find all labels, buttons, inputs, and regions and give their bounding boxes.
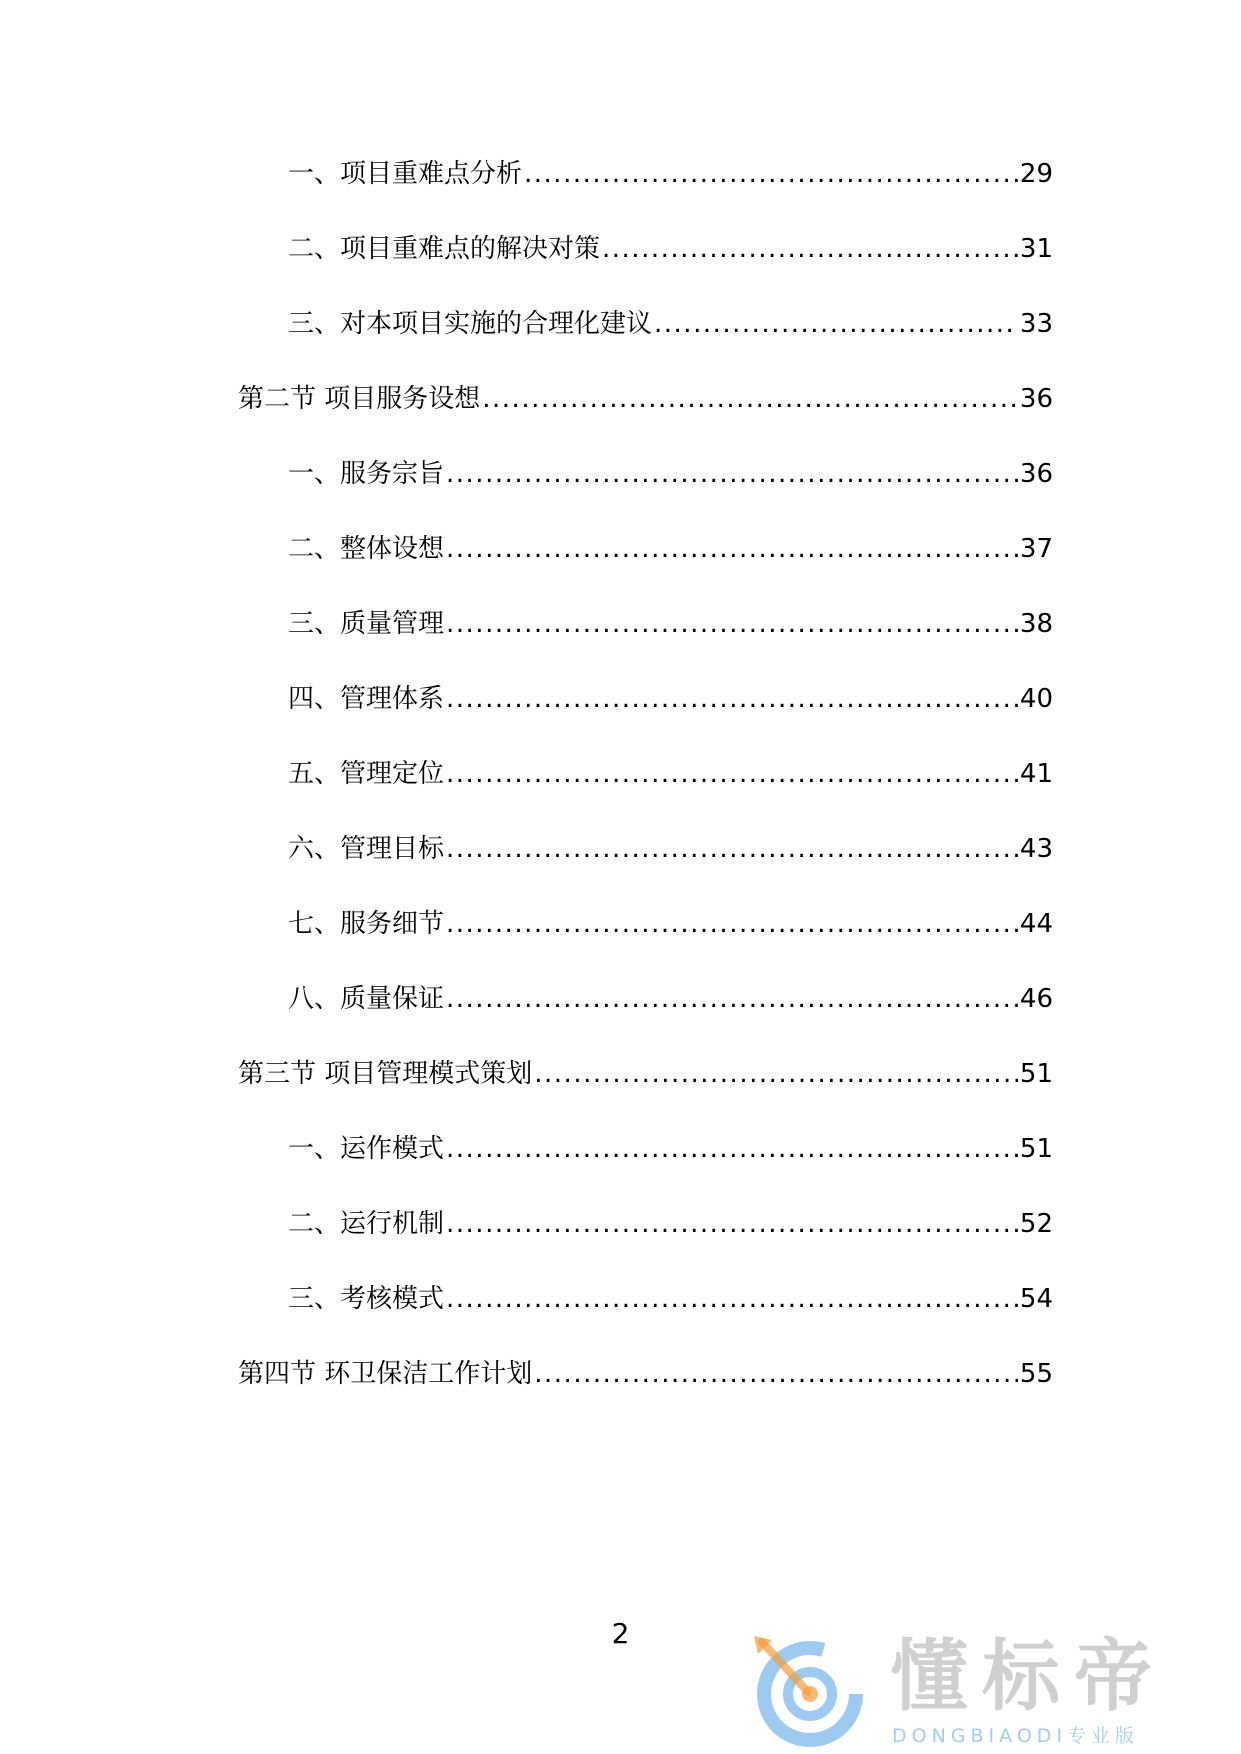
toc-entry[interactable]: [288, 829, 1053, 869]
toc-entry-title: 六、管理目标: [288, 834, 445, 864]
toc-leader-dots: [654, 304, 1018, 344]
toc-leader-dots: [446, 454, 1018, 494]
toc-entry[interactable]: [288, 529, 1053, 569]
toc-entry-title: 八、质量保证: [288, 984, 445, 1014]
toc-entry-page: 55: [1019, 1359, 1053, 1389]
toc-entry-page: 43: [1019, 834, 1053, 864]
toc-entry-title: 三、考核模式: [288, 1284, 445, 1314]
toc-entry[interactable]: [288, 679, 1053, 719]
toc-entry[interactable]: [288, 904, 1053, 944]
watermark-brand: 懂标帝: [890, 1632, 1167, 1722]
toc-entry-title: 二、运行机制: [288, 1209, 445, 1239]
toc-entry[interactable]: [288, 154, 1053, 194]
watermark-subtitle: DONGBIAODI专业版: [892, 1725, 1140, 1747]
toc-leader-dots: [446, 829, 1018, 869]
toc-leader-dots: [602, 229, 1018, 269]
page-number: 2: [611, 1617, 630, 1650]
toc-leader-dots: [446, 1129, 1018, 1169]
toc-entry[interactable]: [288, 1204, 1053, 1244]
toc-entry[interactable]: [288, 229, 1053, 269]
toc-entry[interactable]: [288, 1279, 1053, 1319]
toc-entry-page: 46: [1019, 984, 1053, 1014]
toc-entry-page: 51: [1019, 1059, 1053, 1089]
toc-entry-page: 37: [1019, 534, 1053, 564]
toc-leader-dots: [534, 1054, 1018, 1094]
toc-entry-title: 第四节 环卫保洁工作计划: [238, 1359, 533, 1389]
toc-section-entry[interactable]: [238, 1054, 1053, 1094]
toc-entry-title: 第三节 项目管理模式策划: [238, 1059, 533, 1089]
toc-section-entry[interactable]: [238, 1354, 1053, 1394]
toc-section-entry[interactable]: [238, 379, 1053, 419]
toc-entry-title: 四、管理体系: [288, 684, 445, 714]
toc-leader-dots: [446, 679, 1018, 719]
toc-entry-title: 一、项目重难点分析: [288, 159, 523, 189]
toc-entry[interactable]: [288, 979, 1053, 1019]
toc-entry-title: 一、运作模式: [288, 1134, 445, 1164]
toc-leader-dots: [534, 1354, 1018, 1394]
toc-entry-page: 51: [1019, 1134, 1053, 1164]
toc-entry-title: 五、管理定位: [288, 759, 445, 789]
toc-entry-title: 第二节 项目服务设想: [238, 384, 481, 414]
toc-entry-title: 三、质量管理: [288, 609, 445, 639]
toc-entry-title: 七、服务细节: [288, 909, 445, 939]
toc-entry-page: 36: [1019, 459, 1053, 489]
toc-leader-dots: [482, 379, 1018, 419]
toc-leader-dots: [446, 904, 1018, 944]
toc-entry-page: 52: [1019, 1209, 1053, 1239]
toc-leader-dots: [446, 529, 1018, 569]
toc-entry-page: 44: [1019, 909, 1053, 939]
toc-entry-page: 36: [1019, 384, 1053, 414]
toc-entry-page: 41: [1019, 759, 1053, 789]
toc-entry-page: 33: [1019, 309, 1053, 339]
toc-entry-title: 一、服务宗旨: [288, 459, 445, 489]
toc-leader-dots: [446, 979, 1018, 1019]
toc-entry[interactable]: [288, 604, 1053, 644]
toc-entry-title: 二、项目重难点的解决对策: [288, 234, 601, 264]
toc-entry-title: 三、对本项目实施的合理化建议: [288, 309, 653, 339]
toc-entry[interactable]: [288, 754, 1053, 794]
toc-entry[interactable]: [288, 304, 1053, 344]
toc-entry[interactable]: [288, 1129, 1053, 1169]
toc-entry-title: 二、整体设想: [288, 534, 445, 564]
toc-entry-page: 54: [1019, 1284, 1053, 1314]
toc-leader-dots: [446, 1204, 1018, 1244]
toc-entry-page: 29: [1019, 159, 1053, 189]
toc-entry-page: 38: [1019, 609, 1053, 639]
toc-leader-dots: [524, 154, 1018, 194]
toc-entry-page: 31: [1019, 234, 1053, 264]
target-arrow-icon: [748, 1636, 868, 1748]
toc-entry-page: 40: [1019, 684, 1053, 714]
toc-leader-dots: [446, 754, 1018, 794]
toc-leader-dots: [446, 604, 1018, 644]
toc-entry[interactable]: [288, 454, 1053, 494]
watermark: [740, 1632, 1220, 1750]
toc-leader-dots: [446, 1279, 1018, 1319]
